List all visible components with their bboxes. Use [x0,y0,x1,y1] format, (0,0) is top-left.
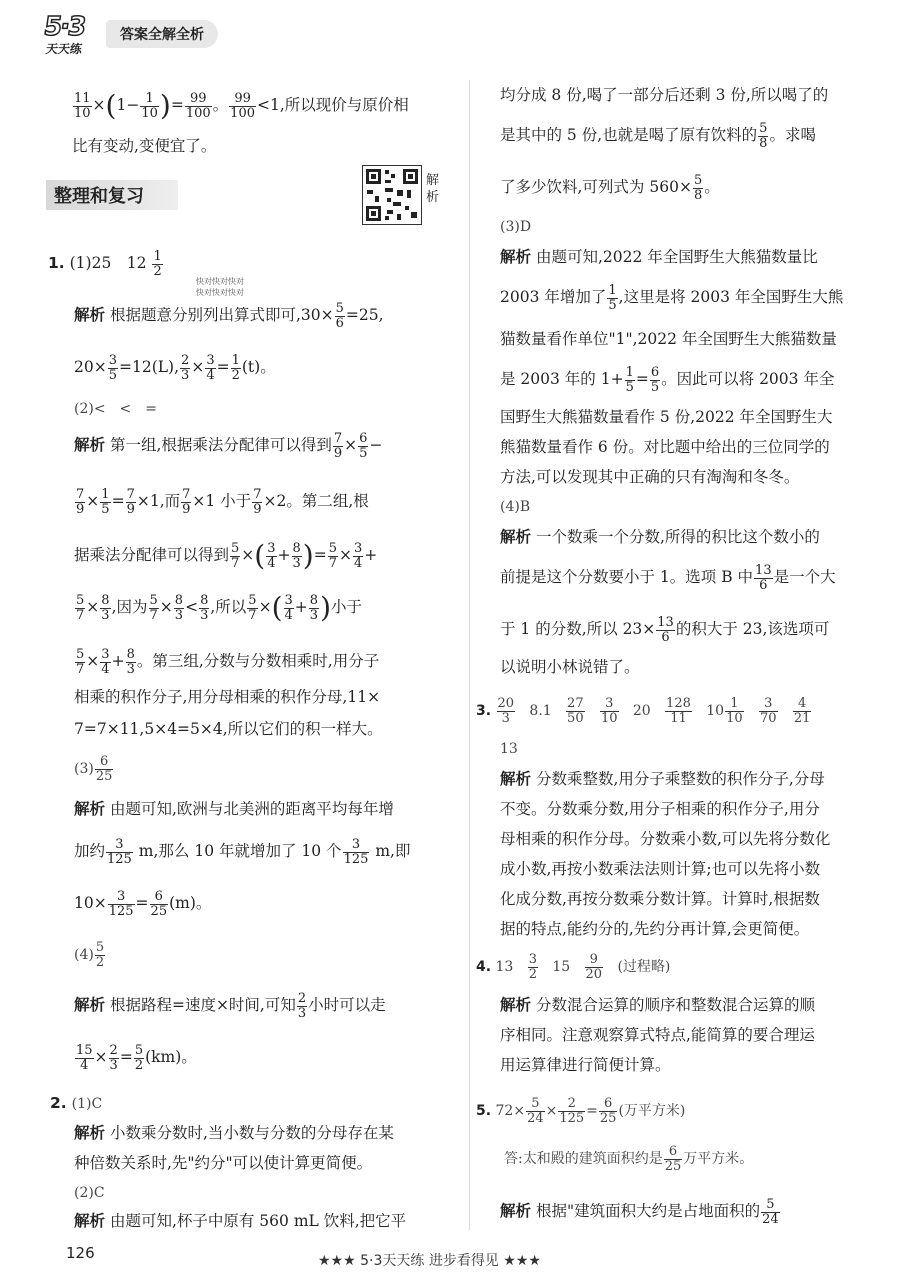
fraction: $\frac{128}{11}$ [666,695,691,726]
q2-3-analysis-line-2: 2003 年增加了 $\frac{1}{5}$ ,这里是将 2003 年全国野生大熊 [500,282,844,313]
qr-code-icon [363,166,421,224]
q3-answers: 3. $\frac{20}{3}$ 8.1 $\frac{27}{50}$ $\frac{3}{10}$ 20 $\frac{128}{11}$ 10 $\frac{1}{10}$ $\frac{3}{70}$ $\frac{4}{21}$ [476,695,811,726]
fraction: $\frac{7}{9}$ [333,430,343,461]
fraction: $\frac{7}{9}$ [253,486,262,517]
q2-1-analysis-line-2: 种倍数关系时,先"约分"可以使计算更简便。 [74,1154,373,1172]
fraction: $\frac{8}{3}$ [200,592,209,623]
q1-2-analysis-line-2: $\frac{7}{9}$ × $\frac{1}{5}$ = $\frac{7}{9}$ ×1,而 $\frac{7}{9}$ ×1 小于 $\frac{7}{9}$ ×2。第二组,根 [76,486,369,517]
fraction: $\frac{13}{6}$ [755,562,772,593]
q2-3-analysis-line-4: 是 2003 年的 1+ $\frac{1}{5}$ = $\frac{6}{5}$ 。因此可以将 2003 年全 [500,364,835,395]
q2-1-analysis-line-1: 解析 小数乘分数时,当小数与分数的分母存在某 [74,1124,394,1142]
fraction: $\frac{1}{2}$ [153,248,162,279]
fraction: $\frac{5}{24}$ [527,1095,544,1126]
fraction: $\frac{4}{21}$ [793,695,811,726]
fast-mark: 快对快对快对 快对快对快对 [196,277,244,297]
q2-answer-2: (2)C [74,1185,105,1201]
q1-answer-2: (2)< < = [74,401,158,417]
q4-analysis-line-3: 用运算律进行简便计算。 [500,1056,671,1074]
fraction: $\frac{6}{25}$ [150,888,168,919]
fraction: $\frac{1}{5}$ [625,364,634,395]
q2-3-analysis-line-3: 猫数量看作单位"1",2022 年全国野生大熊猫数量 [500,330,837,348]
q1-answer-3: (3) $\frac{6}{25}$ [74,753,113,784]
q3-analysis-line-2: 不变。分数乘分数,用分子相乘的积作分子,用分 [500,800,820,818]
fraction: $\frac{5}{2}$ [134,1042,144,1073]
fraction: $\frac{8}{3}$ [292,540,301,571]
fraction: $\frac{3}{4}$ [267,540,276,571]
q5-equation: 5. 72× $\frac{5}{24}$ × $\frac{2}{125}$ = $\frac{6}{25}$ (万平方米) [476,1095,686,1126]
q1-2-analysis-line-4: $\frac{5}{7}$ × $\frac{8}{3}$ ,因为 $\frac{5}{7}$ × $\frac{8}{3}$ < $\frac{8}{3}$ ,所以 $\frac{5}{7}$ ×( $\frac{3}{4}$ + $\frac{8}{3}$ )小于 [76,591,363,624]
q2-4-analysis-line-4: 以说明小林说错了。 [500,658,640,676]
fraction: $\frac{5}{8}$ [759,120,768,151]
fraction: $\frac{3}{10}$ [600,695,618,726]
fraction: $\frac{3}{70}$ [759,695,777,726]
fraction: $\frac{3}{4}$ [284,592,293,623]
q2-4-analysis-line-3: 于 1 的分数,所以 23× $\frac{13}{6}$ 的积大于 23,该选项可 [500,614,830,645]
q4-answers: 4. 13 $\frac{3}{2}$ 15 $\frac{9}{20}$ (过程略) [476,951,671,982]
fraction: $\frac{6}{25}$ [599,1095,617,1126]
fraction: $\frac{5}{7}$ [149,592,158,623]
q2-answer-1: 2. (1)C [50,1094,103,1112]
fraction: $\frac{8}{3}$ [126,646,135,677]
q3-answer-last: 13 [500,741,518,757]
q2-answer-4: (4)B [500,499,531,515]
fraction: $\frac{5}{7}$ [76,646,85,677]
q1-4-analysis-line-2: $\frac{15}{4}$ × $\frac{2}{3}$ = $\frac{5}{2}$ (km)。 [76,1042,197,1073]
fraction: $\frac{99}{100}$ [185,90,211,121]
fraction: $\frac{5}{7}$ [231,540,240,571]
fraction: $\frac{1}{5}$ [608,282,617,313]
q2-3-analysis-line-6: 熊猫数量看作 6 份。对比题中给出的三位同学的 [500,438,830,456]
intro-line-2: 比有变动,变便宜了。 [72,137,217,155]
q1-1-analysis-line-1: 解析 根据题意分别列出算式即可,30× $\frac{5}{6}$ =25, [74,300,384,331]
fraction: $\frac{2}{3}$ [181,352,190,383]
right-line-2: 是其中的 5 份,也就是喝了原有饮料的 $\frac{5}{8}$ 。求喝 [500,120,816,151]
q2-4-analysis-line-1: 解析 一个数乘一个分数,所得的积比这个数小的 [500,528,820,546]
q2-2-analysis-line-1: 解析 由题可知,杯子中原有 560 mL 饮料,把它平 [74,1212,407,1230]
page-header [40,12,218,56]
fraction: $\frac{5}{2}$ [95,939,105,970]
fraction: $\frac{2}{125}$ [559,1095,585,1126]
q1-2-analysis-line-7: 7=7×11,5×4=5×4,所以它们的积一样大。 [74,720,383,738]
q2-answer-3: (3)D [500,219,532,235]
fraction: $\frac{3}{4}$ [354,540,363,571]
fraction: $\frac{3}{5}$ [108,352,117,383]
fraction: $\frac{5}{24}$ [762,1196,779,1227]
fraction: $\frac{1}{10}$ [726,695,743,726]
footer-slogan: ★★★ 5·3天天练 进步看得见 ★★★ [318,1253,541,1269]
right-line-3: 了多少饮料,可列式为 560× $\frac{5}{8}$ 。 [500,172,720,203]
fraction: $\frac{3}{4}$ [206,352,215,383]
brand-logo [40,12,102,56]
section-title: 整理和复习 [46,180,178,210]
column-divider [469,80,470,1230]
fraction: $\frac{20}{3}$ [497,695,515,726]
fraction: $\frac{6}{5}$ [650,364,660,395]
fraction: $\frac{1}{2}$ [231,352,240,383]
fraction: $\frac{3}{125}$ [107,836,132,867]
q1-2-analysis-line-6: 相乘的积作分子,用分母相乘的积作分母,11× [74,688,381,706]
q2-3-analysis-line-7: 方法,可以发现其中正确的只有淘淘和冬冬。 [500,468,800,486]
logo-mark: 5·3 [41,12,87,42]
q4-analysis-line-1: 解析 分数混合运算的顺序和整数混合运算的顺 [500,996,815,1014]
fraction: $\frac{5}{6}$ [335,300,344,331]
q5-analysis-line-1: 解析 根据"建筑面积大约是占地面积的 $\frac{5}{24}$ [500,1196,779,1227]
fraction: $\frac{5}{7}$ [248,592,257,623]
q3-analysis-line-6: 据的特点,能约分的,先约分再计算,会更简便。 [500,920,810,938]
q1-answer-1: 1. (1)25 12 $\frac{1}{2}$ [48,248,162,279]
fraction: $\frac{5}{7}$ [76,592,85,623]
fraction: $\frac{9}{20}$ [585,951,603,982]
q1-3-analysis-line-3: 10× $\frac{3}{125}$ = $\frac{6}{25}$ (m)。 [74,888,212,919]
fraction: $\frac{6}{25}$ [95,753,113,784]
fraction: $\frac{3}{4}$ [101,646,110,677]
fraction: $\frac{8}{3}$ [101,592,110,623]
logo-subtitle: 天天练 [44,42,83,56]
q1-2-analysis-line-5: $\frac{5}{7}$ × $\frac{3}{4}$ + $\frac{8}{3}$ 。第三组,分数与分数相乘时,用分子 [76,646,380,677]
fraction: $\frac{7}{9}$ [126,486,135,517]
fraction: $\frac{5}{7}$ [328,540,338,571]
q4-analysis-line-2: 序相同。注意观察算式特点,能简算的要合理运 [500,1026,815,1044]
page-number: 126 [66,1244,95,1262]
fraction: $\frac{13}{6}$ [657,614,674,645]
q3-analysis-line-1: 解析 分数乘整数,用分子乘整数的积作分子,分母 [500,770,825,788]
q3-analysis-line-3: 母相乘的积作分母。分数乘小数,可以先将分数化 [500,830,831,848]
q2-4-analysis-line-2: 前提是这个分数要小于 1。选项 B 中 $\frac{13}{6}$ 是一个大 [500,562,836,593]
fraction: $\frac{27}{50}$ [567,695,584,726]
fraction: $\frac{6}{5}$ [359,430,368,461]
qr-code[interactable] [362,165,422,225]
fraction: $\frac{99}{100}$ [230,90,255,121]
fraction: $\frac{8}{3}$ [174,592,184,623]
q3-analysis-line-4: 成小数,再按小数乘法法则计算;也可以先将小数 [500,860,821,878]
q1-1-analysis-line-2: 20× $\frac{3}{5}$ =12(L), $\frac{2}{3}$ × $\frac{3}{4}$ = $\frac{1}{2}$ (t)。 [74,352,276,383]
fraction: $\frac{5}{8}$ [693,172,703,203]
fraction: $\frac{2}{3}$ [109,1042,118,1073]
fraction: $\frac{3}{2}$ [528,951,537,982]
q2-3-analysis-line-1: 解析 由题可知,2022 年全国野生大熊猫数量比 [500,248,818,266]
fraction: $\frac{15}{4}$ [76,1042,93,1073]
q1-2-analysis-line-3: 据乘法分配律可以得到 $\frac{5}{7}$ ×( $\frac{3}{4}$ + $\frac{8}{3}$ )= $\frac{5}{7}$ × $\frac{3}{4}$ + [74,539,378,572]
fraction: $\frac{3}{125}$ [343,836,369,867]
right-line-1: 均分成 8 份,喝了一部分后还剩 3 份,所以喝了的 [500,86,829,104]
fraction: $\frac{8}{3}$ [309,592,319,623]
q5-answer: 答:太和殿的建筑面积约是 $\frac{6}{25}$ 万平方米。 [504,1143,754,1174]
q1-answer-4: (4) $\frac{5}{2}$ [74,939,105,970]
fraction: $\frac{2}{3}$ [297,990,307,1021]
fraction: $\frac{7}{9}$ [182,486,191,517]
q1-2-analysis-line-1: 解析 第一组,根据乘法分配律可以得到 $\frac{7}{9}$ × $\frac{6}{5}$ − [74,430,383,461]
q1-3-analysis-line-1: 解析 由题可知,欧洲与北美洲的距离平均每年增 [74,800,394,818]
qr-label: 解析 [426,173,440,205]
fraction: $\frac{1}{5}$ [101,486,110,517]
fraction: $\frac{1}{10}$ [141,90,158,121]
q2-3-analysis-line-5: 国野生大熊猫数量看作 5 份,2022 年全国野生大 [500,408,833,426]
fraction: $\frac{3}{125}$ [108,888,134,919]
fraction: $\frac{7}{9}$ [76,486,85,517]
q1-4-analysis-line-1: 解析 根据路程=速度×时间,可知 $\frac{2}{3}$ 小时可以走 [74,990,386,1021]
q1-3-analysis-line-2: 加约 $\frac{3}{125}$ m,那么 10 年就增加了 10 个 $\frac{3}{125}$ m,即 [74,836,411,867]
intro-line-1: $\frac{11}{10}$ ×(1− $\frac{1}{10}$ )= $\frac{99}{100}$ 。 $\frac{99}{100}$ <1,所以现价与原价相 [74,89,409,122]
fraction: $\frac{11}{10}$ [74,90,91,121]
fraction: $\frac{6}{25}$ [664,1143,682,1174]
q3-analysis-line-5: 化成分数,再按分数乘分数计算。计算时,根据数 [500,890,820,908]
header-tag: 答案全解全析 [106,20,218,48]
